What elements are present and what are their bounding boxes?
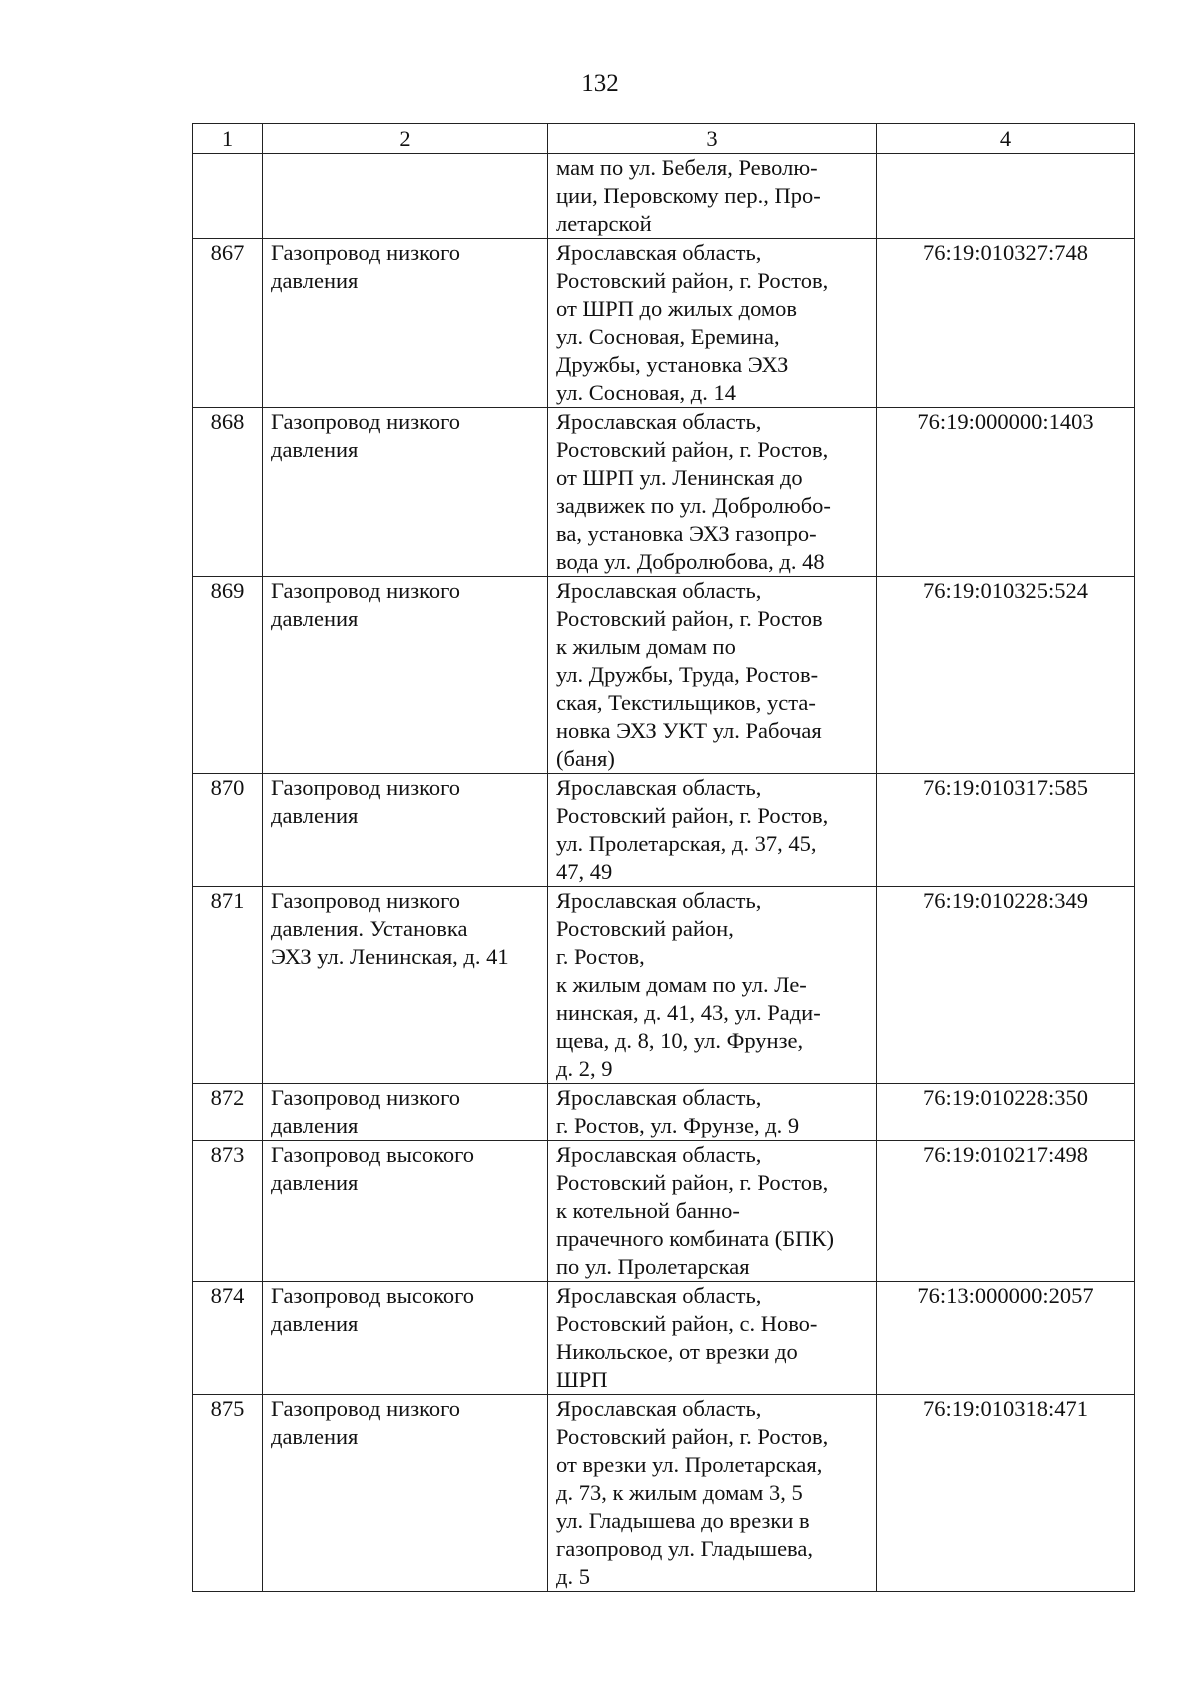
table-row	[193, 577, 1135, 774]
table-row	[193, 239, 1135, 408]
object-address	[548, 408, 877, 577]
column-header-1: 1	[193, 124, 263, 154]
cadastral-number	[877, 154, 1135, 239]
page-number: 132	[581, 70, 619, 97]
object-address-line: Ростовский район,	[556, 916, 734, 941]
object-address	[548, 774, 877, 887]
row-number	[193, 154, 263, 239]
object-address-line: Никольское, от врезки до	[556, 1339, 798, 1364]
object-name-line: ЭХЗ ул. Ленинская, д. 41	[271, 944, 509, 969]
object-name	[263, 239, 548, 408]
object-address-line: Ярославская область,	[556, 240, 762, 265]
table-row	[193, 408, 1135, 577]
cadastral-number: 76:19:010325:524	[877, 577, 1135, 774]
object-name-line: Газопровод низкого	[271, 888, 461, 913]
object-address-line: Ярославская область,	[556, 1396, 762, 1421]
row-number: 871	[193, 887, 263, 1084]
object-address-line: газопровод ул. Гладышева,	[556, 1536, 813, 1561]
object-address-line: г. Ростов, ул. Фрунзе, д. 9	[556, 1113, 800, 1138]
object-name	[263, 1084, 548, 1141]
object-address-line: Ростовский район, г. Ростов,	[556, 803, 829, 828]
cadastral-number: 76:19:000000:1403	[877, 408, 1135, 577]
table-row	[193, 887, 1135, 1084]
object-address-line: ул. Сосновая, д. 14	[556, 380, 736, 405]
object-name-line: давления	[271, 606, 359, 631]
table-row	[193, 154, 1135, 239]
object-name	[263, 408, 548, 577]
cadastral-number: 76:19:010317:585	[877, 774, 1135, 887]
table-row	[193, 1084, 1135, 1141]
object-address-line: от врезки ул. Пролетарская,	[556, 1452, 823, 1477]
object-address	[548, 239, 877, 408]
object-address-line: к жилым домам по	[556, 634, 736, 659]
object-address-line: д. 5	[556, 1564, 590, 1589]
object-address-line: Ростовский район, г. Ростов,	[556, 437, 829, 462]
object-name-line: Газопровод низкого	[271, 1396, 461, 1421]
object-name	[263, 774, 548, 887]
object-address-line: ская, Текстильщиков, уста-	[556, 690, 816, 715]
object-address-line: новка ЭХЗ УКТ ул. Рабочая	[556, 718, 822, 743]
object-address-line: Ярославская область,	[556, 409, 762, 434]
object-name-line: Газопровод высокого	[271, 1142, 475, 1167]
object-address	[548, 1395, 877, 1592]
object-address-line: ул. Дружбы, Труда, Ростов-	[556, 662, 819, 687]
object-name-line: давления	[271, 1170, 359, 1195]
row-number: 873	[193, 1141, 263, 1282]
table-body	[193, 124, 1135, 1592]
object-address-line: щева, д. 8, 10, ул. Фрунзе,	[556, 1028, 804, 1053]
object-address-line: 47, 49	[556, 859, 613, 884]
table-header-row	[193, 124, 1135, 154]
object-address-line: Ярославская область,	[556, 888, 762, 913]
object-address	[548, 1282, 877, 1395]
object-name-line: давления	[271, 803, 359, 828]
object-address-line: Ярославская область,	[556, 1085, 762, 1110]
object-address-line: Ярославская область,	[556, 775, 762, 800]
object-address	[548, 154, 877, 239]
row-number: 869	[193, 577, 263, 774]
object-address-line: нинская, д. 41, 43, ул. Ради-	[556, 1000, 821, 1025]
table-row	[193, 1141, 1135, 1282]
object-address	[548, 1141, 877, 1282]
row-number: 875	[193, 1395, 263, 1592]
object-address-line: Ростовский район, г. Ростов,	[556, 1170, 829, 1195]
registry-table	[192, 123, 1135, 1592]
column-header-4: 4	[877, 124, 1135, 154]
object-address-line: Ярославская область,	[556, 578, 762, 603]
object-address-line: Ярославская область,	[556, 1283, 762, 1308]
object-address-line: Дружбы, установка ЭХЗ	[556, 352, 789, 377]
object-address-line: прачечного комбината (БПК)	[556, 1226, 834, 1251]
column-header-3: 3	[548, 124, 877, 154]
object-name	[263, 577, 548, 774]
object-name-line: давления	[271, 1311, 359, 1336]
object-name-line: давления	[271, 437, 359, 462]
object-address-line: ул. Пролетарская, д. 37, 45,	[556, 831, 817, 856]
object-address-line: от ШРП до жилых домов	[556, 296, 798, 321]
row-number: 868	[193, 408, 263, 577]
object-address-line: Ярославская область,	[556, 1142, 762, 1167]
table-row	[193, 1395, 1135, 1592]
cadastral-number: 76:19:010228:349	[877, 887, 1135, 1084]
object-address-line: Ростовский район, г. Ростов,	[556, 1424, 829, 1449]
cadastral-number: 76:19:010228:350	[877, 1084, 1135, 1141]
object-address-line: г. Ростов,	[556, 944, 645, 969]
object-name-line: Газопровод низкого	[271, 1085, 461, 1110]
object-address-line: д. 73, к жилым домам 3, 5	[556, 1480, 803, 1505]
object-address-line: Ростовский район, с. Ново-	[556, 1311, 818, 1336]
object-address-line: от ШРП ул. Ленинская до	[556, 465, 803, 490]
row-number: 867	[193, 239, 263, 408]
cadastral-number: 76:13:000000:2057	[877, 1282, 1135, 1395]
row-number: 870	[193, 774, 263, 887]
column-header-2: 2	[263, 124, 548, 154]
cadastral-number: 76:19:010327:748	[877, 239, 1135, 408]
object-address-line: задвижек по ул. Добролюбо-	[556, 493, 831, 518]
object-name	[263, 1282, 548, 1395]
object-name	[263, 154, 548, 239]
object-name-line: Газопровод низкого	[271, 240, 461, 265]
object-name-line: давления	[271, 268, 359, 293]
object-name-line: давления	[271, 1113, 359, 1138]
object-name	[263, 1395, 548, 1592]
object-address-line: ул. Гладышева до врезки в	[556, 1508, 810, 1533]
object-address-line: летарской	[556, 211, 652, 236]
object-name	[263, 1141, 548, 1282]
object-address-line: ШРП	[556, 1367, 608, 1392]
object-address-line: ва, установка ЭХЗ газопро-	[556, 521, 817, 546]
object-address-line: (баня)	[556, 746, 615, 771]
object-address-line: по ул. Пролетарская	[556, 1254, 750, 1279]
object-address-line: ул. Сосновая, Еремина,	[556, 324, 780, 349]
table-row	[193, 774, 1135, 887]
cadastral-number: 76:19:010217:498	[877, 1141, 1135, 1282]
object-address	[548, 1084, 877, 1141]
object-address-line: Ростовский район, г. Ростов,	[556, 268, 829, 293]
table-row	[193, 1282, 1135, 1395]
object-address-line: к котельной банно-	[556, 1198, 740, 1223]
cadastral-number: 76:19:010318:471	[877, 1395, 1135, 1592]
row-number: 874	[193, 1282, 263, 1395]
object-address-line: вода ул. Добролюбова, д. 48	[556, 549, 825, 574]
object-name-line: Газопровод низкого	[271, 578, 461, 603]
row-number: 872	[193, 1084, 263, 1141]
object-address-line: мам по ул. Бебеля, Револю-	[556, 155, 818, 180]
object-name-line: Газопровод низкого	[271, 409, 461, 434]
object-address-line: д. 2, 9	[556, 1056, 613, 1081]
object-name-line: Газопровод высокого	[271, 1283, 475, 1308]
object-name-line: Газопровод низкого	[271, 775, 461, 800]
object-name-line: давления. Установка	[271, 916, 468, 941]
object-name-line: давления	[271, 1424, 359, 1449]
object-address	[548, 577, 877, 774]
object-name	[263, 887, 548, 1084]
object-address-line: к жилым домам по ул. Ле-	[556, 972, 807, 997]
object-address	[548, 887, 877, 1084]
object-address-line: Ростовский район, г. Ростов	[556, 606, 823, 631]
object-address-line: ции, Перовскому пер., Про-	[556, 183, 821, 208]
